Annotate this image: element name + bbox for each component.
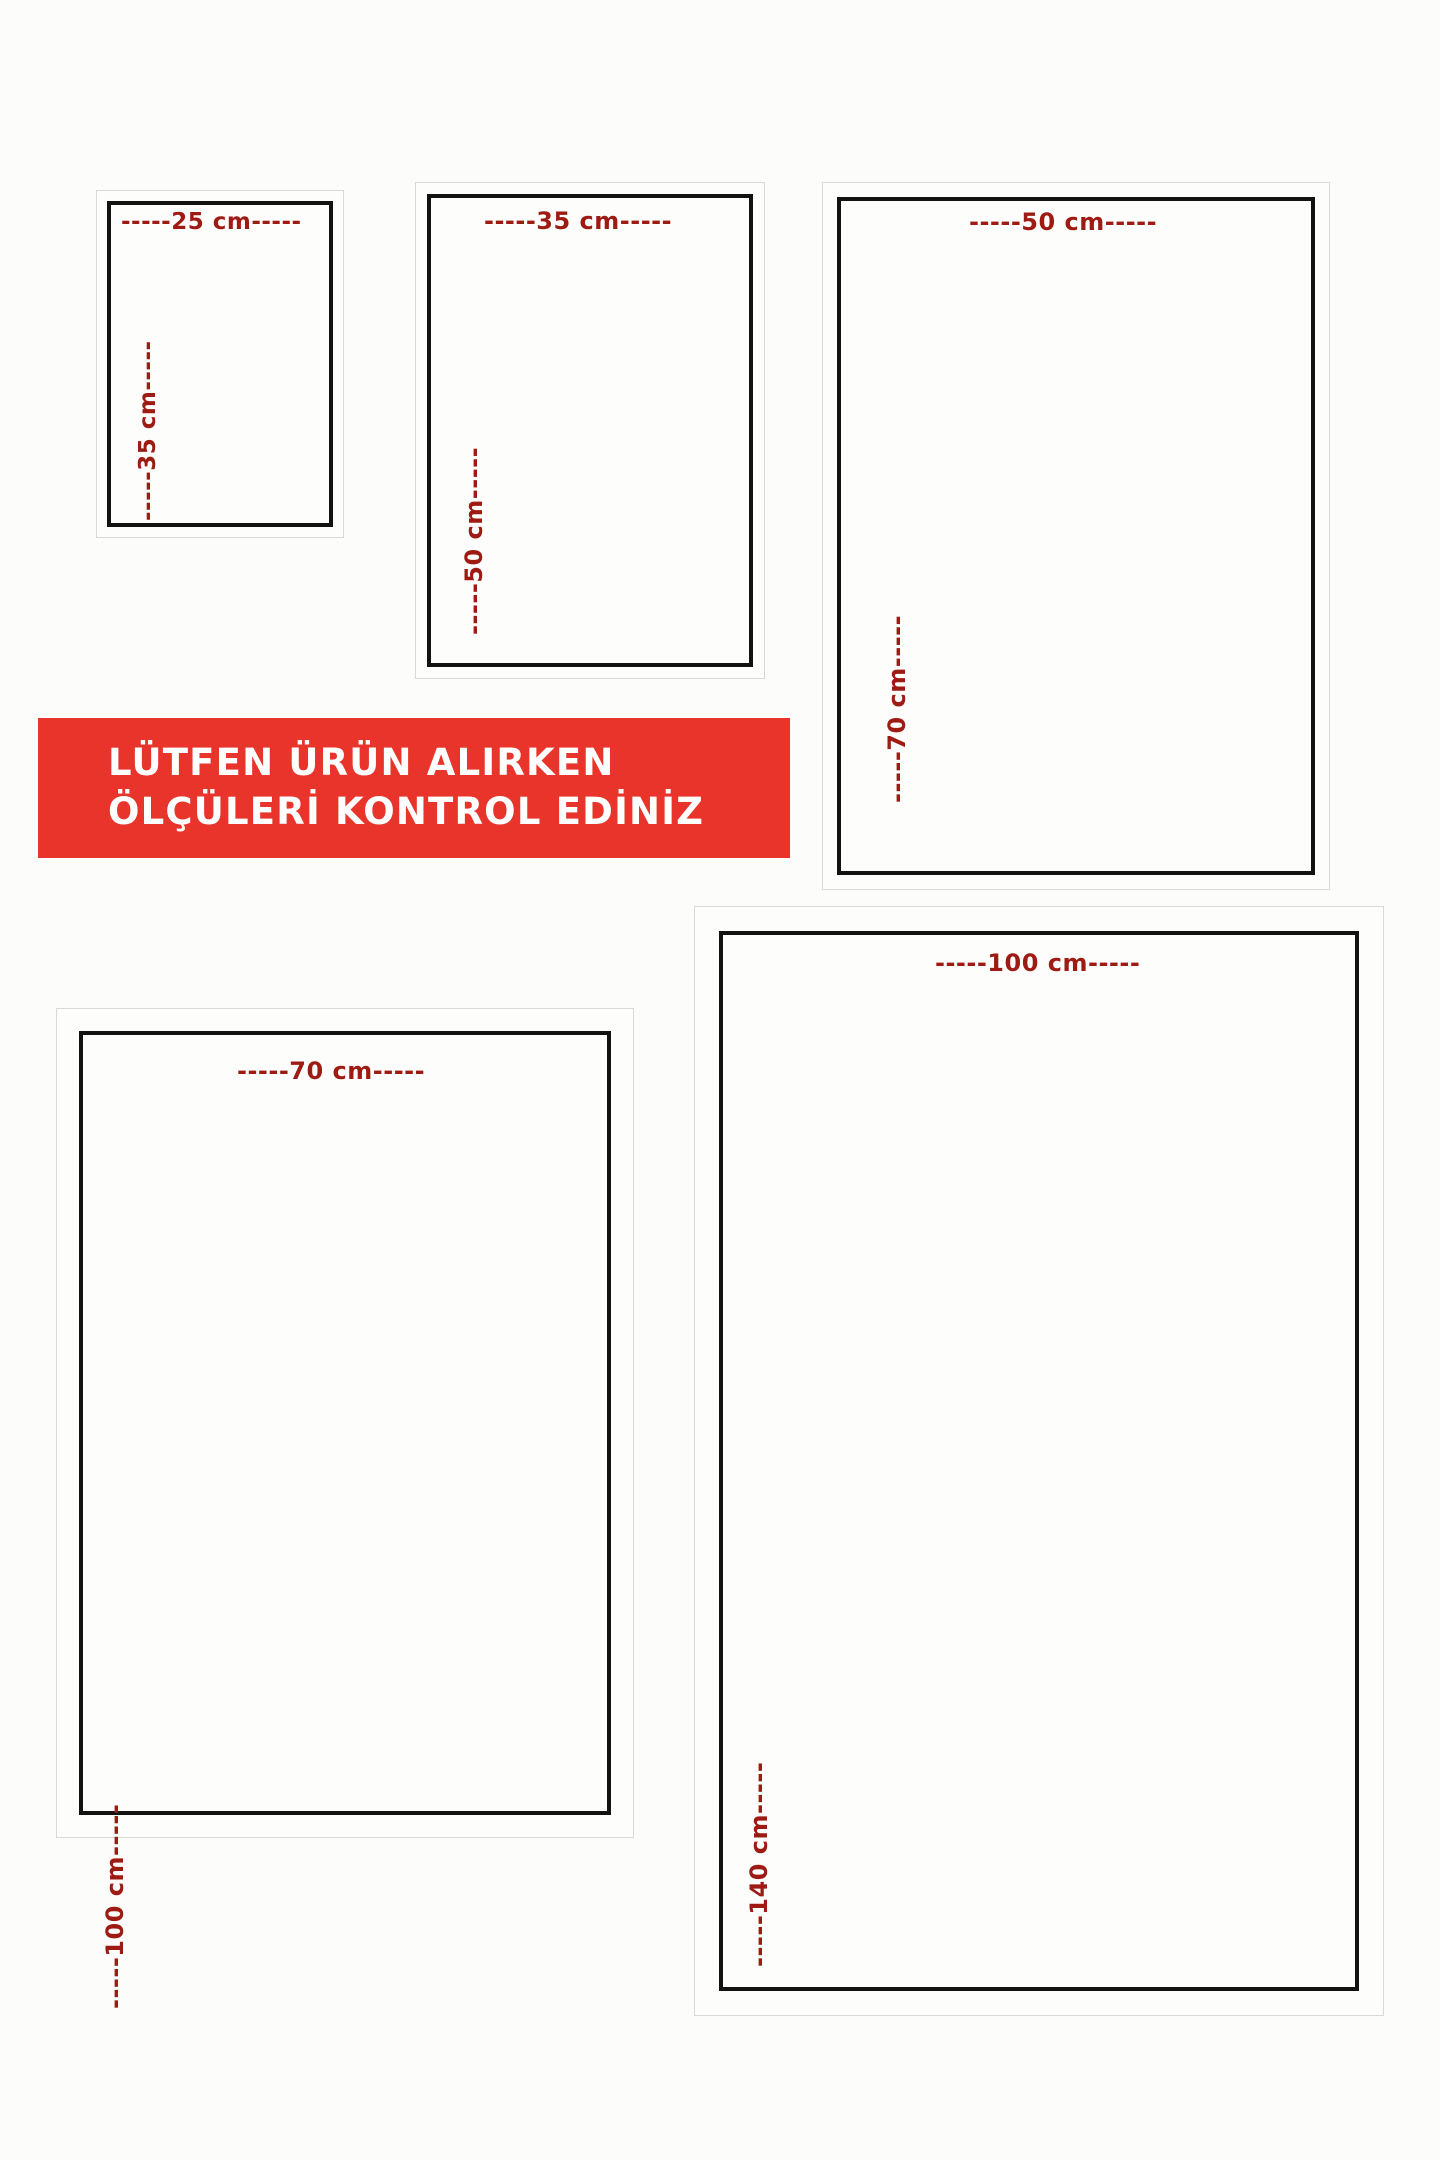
frame-25x35-height-label: -----35 cm----- [135,340,161,521]
frame-100x140-inner [719,931,1359,1991]
frame-50x70-height-label: -----70 cm----- [883,614,911,803]
frame-25x35 [96,190,344,538]
frame-70x100 [56,1008,634,2009]
frame-70x100-inner [79,1031,611,1815]
frame-50x70-width-label: -----50 cm----- [969,208,1158,236]
frame-35x50-height-label: -----50 cm----- [460,446,488,635]
frame-50x70 [822,182,1330,890]
frame-100x140 [694,906,1384,2016]
warning-banner [38,718,790,858]
frame-100x140-height-label: -----140 cm----- [745,1761,773,1967]
frame-35x50-width-label: -----35 cm----- [484,207,673,235]
frame-70x100-width-label: -----70 cm----- [237,1057,426,1085]
warning-banner-line-1: LÜTFEN ÜRÜN ALIRKEN [108,741,615,785]
frame-35x50 [415,182,765,679]
frame-100x140-width-label: -----100 cm----- [935,949,1141,977]
warning-banner-line-2: ÖLÇÜLERİ KONTROL EDİNİZ [108,790,705,833]
frame-70x100-height-label: -----100 cm----- [101,1803,129,2009]
frame-25x35-width-label: -----25 cm----- [121,209,302,235]
